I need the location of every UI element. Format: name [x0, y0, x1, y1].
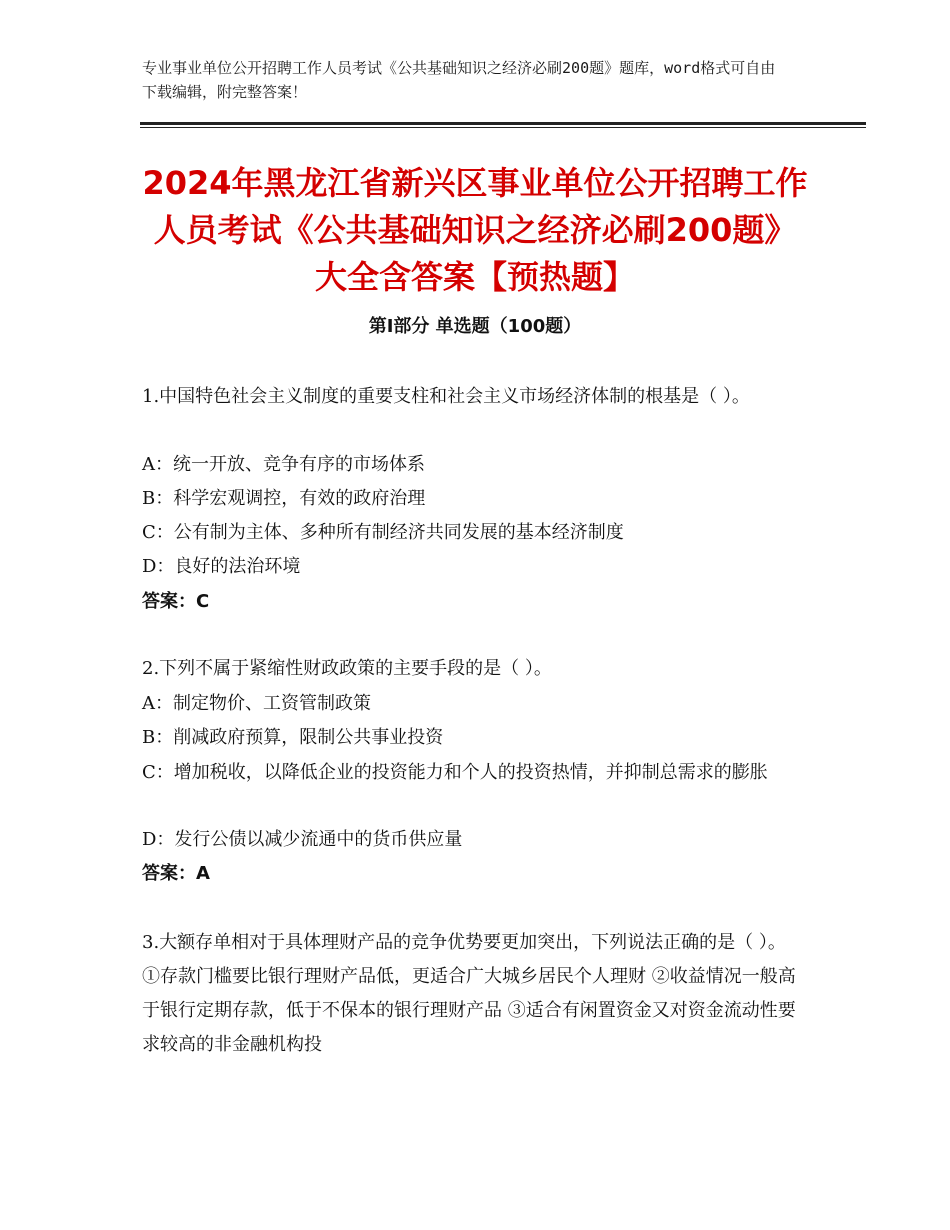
question-2-stem: 2.下列不属于紧缩性财政政策的主要手段的是（ ）。 — [142, 658, 552, 679]
question-3-stem: 3.大额存单相对于具体理财产品的竞争优势要更加突出，下列说法正确的是（ ）。①存款门槛要比银行理财产品低，更适合广大城乡居民个人理财 ②收益情况一般高于银行定期存款，低于不保本的银行理财产品 ③适合有闲置资金又对资金流动性要求较高的非金融机构投 — [142, 932, 796, 1055]
header-divider-thick — [140, 122, 866, 125]
question-1-stem: 1.中国特色社会主义制度的重要支柱和社会主义市场经济体制的根基是（ ）。 — [142, 386, 750, 407]
document-title: 2024年黑龙江省新兴区事业单位公开招聘工作人员考试《公共基础知识之经济必刷200题》大全含答案【预热题】 — [142, 164, 808, 296]
question-1-option-b: B：科学宏观调控，有效的政府治理 — [142, 488, 426, 509]
question-2-answer: 答案：A — [142, 863, 210, 884]
header-note: 专业事业单位公开招聘工作人员考试《公共基础知识之经济必刷200题》题库，word格式可自由下载编辑，附完整答案！ — [142, 59, 776, 101]
question-1-option-c: C：公有制为主体、多种所有制经济共同发展的基本经济制度 — [142, 522, 624, 543]
question-2-option-d: D：发行公债以减少流通中的货币供应量 — [142, 829, 463, 850]
section-title: 第Ⅰ部分 单选题（100题） — [368, 316, 582, 337]
question-2-option-a: A：制定物价、工资管制政策 — [142, 693, 371, 714]
question-2-option-c: C：增加税收，以降低企业的投资能力和个人的投资热情，并抑制总需求的膨胀 — [142, 762, 768, 783]
question-1-answer: 答案：C — [142, 591, 210, 612]
question-1-option-a: A：统一开放、竞争有序的市场体系 — [142, 454, 425, 475]
question-2-option-b: B：削减政府预算，限制公共事业投资 — [142, 727, 444, 748]
header-divider-thin — [140, 127, 866, 128]
question-1-option-d: D：良好的法治环境 — [142, 556, 301, 577]
